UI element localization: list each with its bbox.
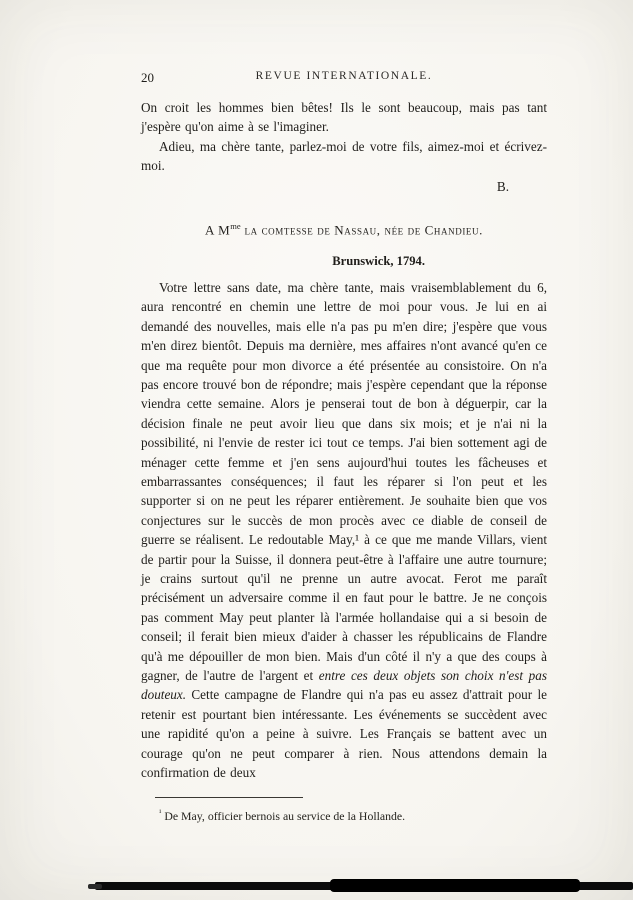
heading-text: la comtesse de Nassau, née de Chandieu. — [240, 221, 483, 237]
footnote-block — [141, 797, 547, 824]
letter-signature: B. — [496, 178, 509, 194]
letter-body-paragraph — [141, 278, 547, 783]
letter-heading — [141, 221, 547, 238]
page-number: 20 — [141, 70, 154, 85]
running-title: REVUE INTERNATIONALE. — [255, 70, 433, 82]
paragraph-farewell: Adieu, ma chère tante, parlez-moi de votre fils, aimez-moi et écrivez-moi. — [141, 138, 547, 174]
body-segment-italic: entre ces deux objets son choix n'est pas douteux. — [141, 668, 547, 703]
body-segment: Votre lettre sans date, ma chère tante, mais vraisemblablement du 6, aura rencontré en chemin une lettre de moi pour vous. Je lui en ai demandé des nouvelles, mais elle n'a pas pu m'en dire; j'espère que vous m'en direz bientôt. Depuis ma dernière, mes affaires n'ont avancé qu'en ce que ma requête pour mon divorce a été présentée au consistoire. On n'a pas encore trouvé bon de répondre; mais j'espère cependant que la réponse viendra cette semaine. Alors je penserai tout de bon à déguerpir, car la décision finale ne peut avoir lieu que dans six mois; et je n'ai ni la possibilité, ni l'envie de rester ici tout ce temps. J'ai bien sottement agi de ménager cette femme et j'en sens aujourd'hui toutes les fâcheuses et embarrassantes conséquences; il faut les réparer si l'on peut et les supporter si on ne peut les réparer entièrement. Je souhaite bien que vos conjectures sur le succès de mon procès avec ce diable de conseil de guerre se réalisent. Le redoutable May,¹ à ce que me mande Villars, vient de partir pour la Suisse, il donnera peut-être à l'affaire une autre tournure; je crains surtout qu'il ne prenne un autre avocat. Ferot me paraît précisément un adversaire comme il en faut pour le battre. Je ne conçois pas comment May peut planter là l'armée hollandaise qui a si besoin de conseil; il ferait bien mieux d'aider à chasser les républicains de Flandre qu'à me dépouiller de mon bien. Mais d'un côté il n'y a que des coups à gagner, de l'autre de l'argent et — [141, 279, 547, 684]
footnote — [141, 805, 547, 824]
letter-dateline: Brunswick, 1794. — [332, 253, 425, 268]
heading-text: A M — [205, 221, 231, 237]
text-column — [141, 70, 547, 823]
footnote-divider — [155, 797, 303, 798]
paragraph-continuation: On croit les hommes bien bêtes! Ils le sont beaucoup, mais pas tant j'espère qu'on aime à se l'imaginer. — [141, 100, 547, 135]
heading-superscript: me — [230, 220, 241, 231]
scan-artifact-tip — [88, 884, 102, 889]
footnote-text: De May, officier bernois au service de la Hollande. — [161, 808, 406, 823]
body-segment: Cette campagne de Flandre qui n'a pas eu assez d'attrait pour le retenir est pourtant bien intéressante. Les événements se succèdent avec une rapidité qu'on a peine à suivre. Les Français se battent avec un courage qu'on ne peut comparer à rien. Nous attendons demain la confirmation de deux — [141, 687, 547, 781]
footnote-marker: ¹ — [159, 807, 162, 817]
running-header — [141, 70, 547, 88]
scan-artifact-blob — [330, 879, 580, 892]
